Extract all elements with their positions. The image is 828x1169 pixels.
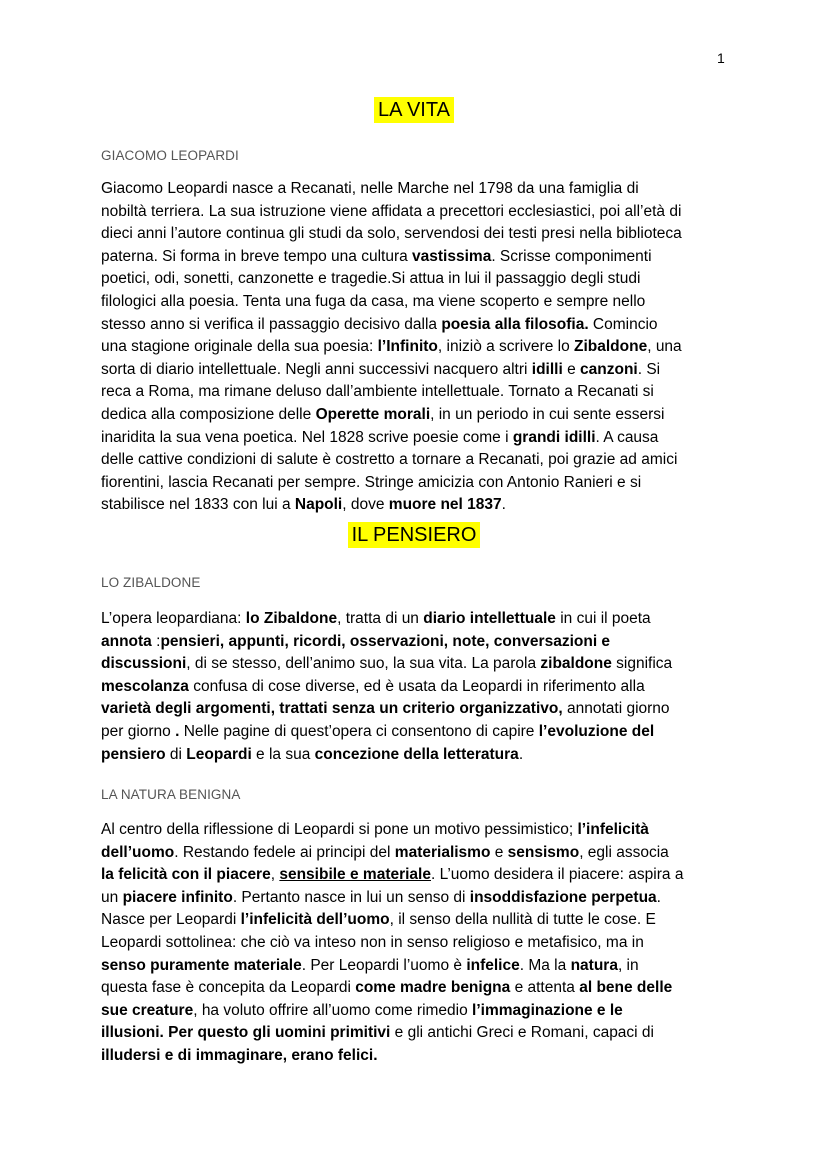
- text-line: [101, 977, 741, 1000]
- text-run: delle cattive condizioni di salute è costretto a tornare a Recanati, poi grazie ad amici: [101, 451, 678, 469]
- text-line: [101, 1022, 741, 1045]
- text-run: questa fase è concepita da Leopardi: [101, 979, 356, 997]
- bold-text: materialismo: [394, 843, 491, 861]
- text-run: Nasce per Leopardi: [101, 911, 241, 929]
- text-run: .: [501, 496, 506, 514]
- text-run: , una: [647, 338, 682, 356]
- bold-text: Operette morali: [315, 405, 431, 423]
- bold-text: piacere infinito: [122, 888, 233, 906]
- bold-text: discussioni: [101, 655, 187, 673]
- bold-text: concezione della letteratura: [314, 745, 519, 763]
- bold-text: poesia alla filosofia.: [441, 315, 589, 333]
- text-run: e: [562, 360, 581, 378]
- bold-text: zibaldone: [540, 655, 612, 673]
- text-run: sorta di diario intellettuale. Negli anni successivi nacquero altri: [101, 360, 532, 378]
- text-line: [101, 201, 741, 224]
- bold-text: pensiero: [101, 745, 166, 763]
- text-run: significa: [611, 655, 673, 673]
- paragraph-zibaldone: [101, 608, 741, 766]
- text-run: L’opera leopardiana:: [101, 610, 246, 627]
- bold-text: la felicità con il piacere: [101, 866, 271, 884]
- text-run: dieci anni l’autore continua gli studi da solo, servendosi dei testi presi nella biblioteca: [101, 225, 682, 243]
- bold-text: natura: [570, 956, 618, 974]
- text-run: Al centro della riflessione di Leopardi si pone un motivo pessimistico;: [101, 821, 578, 838]
- text-run: . Per Leopardi l’uomo è: [301, 956, 467, 974]
- text-line: [101, 1000, 741, 1023]
- text-run: Giacomo Leopardi nasce a Recanati, nelle Marche nel 1798 da una famiglia di: [101, 180, 639, 197]
- text-run: e gli antichi Greci e Romani, capaci di: [390, 1024, 654, 1042]
- text-run: stesso anno si verifica il passaggio decisivo dalla: [101, 315, 442, 333]
- page-number: 1: [717, 50, 725, 66]
- text-line: [101, 909, 741, 932]
- heading-giacomo-leopardi: GIACOMO LEOPARDI: [101, 148, 239, 163]
- text-run: , di se stesso, dell’animo suo, la sua vita. La parola: [186, 655, 541, 673]
- text-line: [101, 291, 741, 314]
- text-line: [101, 449, 741, 472]
- text-run: fiorentini, lascia Recanati per sempre. Stringe amicizia con Antonio Ranieri e si: [101, 473, 642, 491]
- text-line: [101, 178, 741, 201]
- text-line: [101, 608, 741, 631]
- text-line: [101, 842, 741, 865]
- text-line: [101, 653, 741, 676]
- text-run: , in un periodo in cui sente essersi: [430, 405, 665, 423]
- text-line: [101, 494, 741, 517]
- text-run: confusa di cose diverse, ed è usata da Leopardi in riferimento alla: [188, 677, 645, 695]
- text-line: [101, 698, 741, 721]
- bold-text: canzoni: [580, 360, 638, 378]
- text-run: . Ma la: [519, 956, 571, 974]
- text-line: [101, 246, 741, 269]
- text-run: stabilisce nel 1833 con lui a: [101, 496, 295, 514]
- text-run: una stagione originale della sua poesia:: [101, 338, 378, 356]
- bold-text: come madre benigna: [355, 979, 511, 997]
- text-run: . A causa: [595, 428, 659, 446]
- text-run: .: [518, 745, 524, 763]
- text-line: [101, 1045, 741, 1068]
- title-la-vita-text: LA VITA: [374, 97, 454, 123]
- bold-text: Napoli: [294, 496, 343, 514]
- text-run: reca a Roma, ma rimane deluso dall’ambiente intellettuale. Tornato a Recanati si: [101, 383, 654, 401]
- bold-text: pensieri, appunti, ricordi, osservazioni, note, conversazioni e: [160, 632, 611, 650]
- text-line: [101, 744, 741, 767]
- bold-text: l’infelicità dell’uomo: [240, 911, 390, 929]
- text-run: , tratta di un: [337, 610, 424, 627]
- bold-text: annota: [101, 632, 152, 650]
- bold-text: varietà degli argomenti, trattati senza un criterio organizzativo,: [101, 700, 563, 718]
- text-run: . Scrisse componimenti: [491, 247, 652, 265]
- text-run: di: [165, 745, 187, 763]
- text-run: , il senso della nullità di tutte le cose. E: [389, 911, 656, 929]
- text-run: . Pertanto nasce in lui un senso di: [232, 888, 470, 906]
- text-line: [101, 864, 741, 887]
- bold-text: lo Zibaldone: [245, 610, 338, 627]
- text-line: [101, 223, 741, 246]
- bold-text: illusioni. Per questo gli uomini primitivi: [101, 1024, 391, 1042]
- text-run: , iniziò a scrivere lo: [437, 338, 574, 356]
- bold-text: l’Infinito: [377, 338, 438, 356]
- bold-text: al bene delle: [579, 979, 673, 997]
- bold-text: sensismo: [507, 843, 580, 861]
- bold-text: .: [175, 722, 180, 740]
- heading-la-natura-benigna: LA NATURA BENIGNA: [101, 787, 241, 802]
- text-run: nobiltà terriera. La sua istruzione viene affidata a precettori ecclesiastici, poi all’età di: [101, 202, 682, 220]
- bold-text: diario intellettuale: [423, 610, 556, 627]
- bold-text: insoddisfazione perpetua: [469, 888, 657, 906]
- text-run: . Si: [637, 360, 661, 378]
- text-line: [101, 314, 741, 337]
- text-line: [101, 676, 741, 699]
- text-run: , dove: [342, 496, 389, 514]
- text-run: inaridita la sua vena poetica. Nel 1828 scrive poesie come i: [101, 428, 513, 446]
- title-il-pensiero: [0, 524, 828, 547]
- text-run: , egli associa: [579, 843, 669, 861]
- text-line: [101, 427, 741, 450]
- text-run: , in: [617, 956, 639, 974]
- text-run: Comincio: [588, 315, 658, 333]
- text-run: poetici, odi, sonetti, canzonette e tragedie.Si attua in lui il passaggio degli studi: [101, 270, 641, 288]
- text-run: Leopardi sottolinea: che ciò va inteso non in senso religioso e metafisico, ma in: [101, 933, 644, 951]
- text-line: [101, 404, 741, 427]
- paragraph-natura-benigna: [101, 819, 741, 1068]
- text-line: [101, 819, 741, 842]
- title-il-pensiero-text: IL PENSIERO: [348, 522, 481, 548]
- text-run: e: [490, 843, 508, 861]
- text-run: ,: [270, 866, 280, 884]
- text-run: Nelle pagine di quest’opera ci consentono di capire: [179, 722, 539, 740]
- bold-text: l’infelicità: [577, 821, 649, 838]
- paragraph-vita: [101, 178, 741, 517]
- bold-text: Zibaldone: [574, 338, 648, 356]
- text-line: [101, 359, 741, 382]
- bold-text: illudersi e di immaginare, erano felici.: [101, 1046, 378, 1064]
- bold-text: idilli: [531, 360, 563, 378]
- text-run: e attenta: [510, 979, 580, 997]
- text-run: , ha voluto offrire all’uomo come rimedio: [193, 1001, 473, 1019]
- text-run: dedica alla composizione delle: [101, 405, 316, 423]
- text-run: filologici alla poesia. Tenta una fuga da casa, ma viene scoperto e sempre nello: [101, 292, 646, 310]
- bold-underlined-text: sensibile e materiale: [279, 866, 431, 884]
- bold-text: dell’uomo: [101, 843, 175, 861]
- text-line: [101, 336, 741, 359]
- bold-text: Leopardi: [186, 745, 252, 763]
- text-run: :: [151, 632, 161, 650]
- heading-lo-zibaldone: LO ZIBALDONE: [101, 575, 201, 590]
- bold-text: l’immaginazione e le: [472, 1001, 623, 1019]
- text-run: . Restando fedele ai principi del: [174, 843, 395, 861]
- text-line: [101, 631, 741, 654]
- text-line: [101, 381, 741, 404]
- text-run: in cui il poeta: [555, 610, 651, 627]
- bold-text: muore nel 1837: [388, 496, 502, 514]
- title-la-vita: [0, 99, 828, 122]
- text-run: un: [101, 888, 123, 906]
- text-run: .: [656, 888, 661, 906]
- bold-text: vastissima: [412, 247, 492, 265]
- text-line: [101, 932, 741, 955]
- text-run: e la sua: [251, 745, 315, 763]
- text-line: [101, 887, 741, 910]
- text-line: [101, 472, 741, 495]
- text-line: [101, 721, 741, 744]
- bold-text: infelice: [466, 956, 520, 974]
- text-run: per giorno: [101, 722, 176, 740]
- bold-text: senso puramente materiale: [101, 956, 302, 974]
- bold-text: l’evoluzione del: [538, 722, 655, 740]
- text-line: [101, 955, 741, 978]
- text-run: . L’uomo desidera il piacere: aspira a: [430, 866, 684, 884]
- text-run: annotati giorno: [562, 700, 670, 718]
- bold-text: grandi idilli: [512, 428, 596, 446]
- bold-text: sue creature: [101, 1001, 194, 1019]
- bold-text: mescolanza: [101, 677, 189, 695]
- text-run: paterna. Si forma in breve tempo una cultura: [101, 247, 413, 265]
- text-line: [101, 268, 741, 291]
